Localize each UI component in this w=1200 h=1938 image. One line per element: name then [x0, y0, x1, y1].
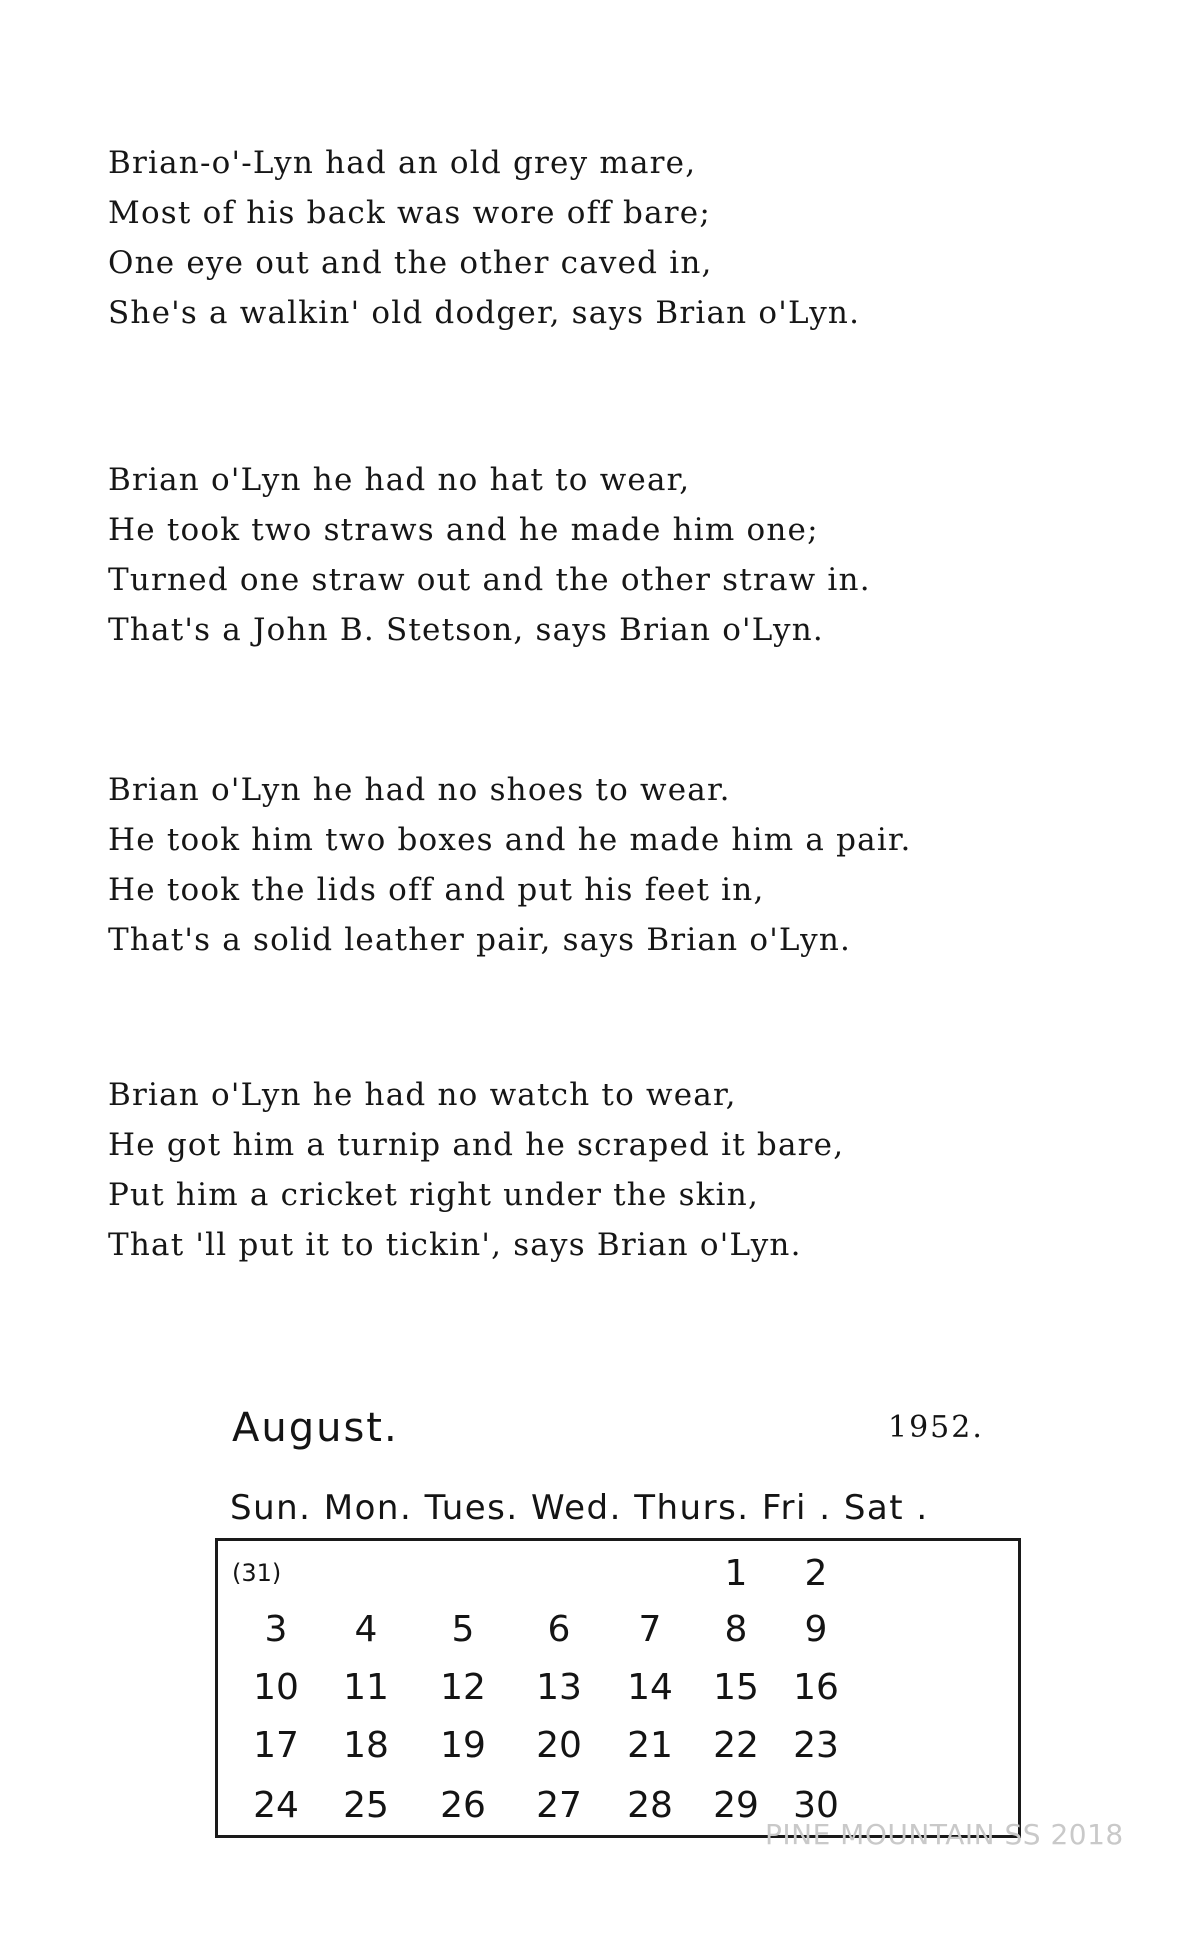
verse-line: He took him two boxes and he made him a pair.	[108, 822, 912, 858]
calendar-day: 9	[804, 1609, 828, 1650]
calendar-day: 21	[627, 1725, 673, 1766]
calendar-day: 10	[253, 1667, 299, 1708]
verse-stanza-3	[108, 765, 1128, 965]
calendar-day: 26	[440, 1785, 486, 1826]
calendar-day: 22	[713, 1725, 759, 1766]
verse-line: He took two straws and he made him one;	[108, 512, 819, 548]
verse-stanza-1	[108, 138, 1128, 338]
calendar-day: 20	[536, 1725, 582, 1766]
calendar-weekday-header: Sun. Mon. Tues. Wed. Thurs. Fri . Sat .	[230, 1488, 929, 1528]
calendar-day: 6	[547, 1609, 571, 1650]
calendar-day: 18	[343, 1725, 389, 1766]
verse-line: Brian o'Lyn he had no watch to wear,	[108, 1077, 737, 1113]
calendar-day: 15	[713, 1667, 759, 1708]
verse-line: That's a John B. Stetson, says Brian o'Lyn.	[108, 612, 824, 648]
watermark: PINE MOUNTAIN SS 2018	[765, 1818, 1124, 1851]
calendar-day: 24	[253, 1785, 299, 1826]
calendar-day: 27	[536, 1785, 582, 1826]
calendar-day: 17	[253, 1725, 299, 1766]
calendar-day: 16	[793, 1667, 839, 1708]
calendar-day: 7	[638, 1609, 662, 1650]
calendar-day: (31)	[232, 1559, 282, 1587]
calendar-day: 19	[440, 1725, 486, 1766]
calendar-day: 14	[627, 1667, 673, 1708]
calendar-month: August.	[232, 1405, 399, 1451]
calendar-day: 3	[264, 1609, 288, 1650]
calendar-day: 29	[713, 1785, 759, 1826]
calendar-day: 13	[536, 1667, 582, 1708]
calendar-day: 1	[724, 1553, 748, 1594]
verse-line: He got him a turnip and he scraped it bare,	[108, 1127, 845, 1163]
calendar-day: 8	[724, 1609, 748, 1650]
calendar-day: 5	[451, 1609, 475, 1650]
calendar-day: 30	[793, 1785, 839, 1826]
calendar-day: 23	[793, 1725, 839, 1766]
verse-stanza-2	[108, 455, 1128, 655]
verse-line: That 'll put it to tickin', says Brian o'Lyn.	[108, 1227, 802, 1263]
verse-line: Brian o'Lyn he had no hat to wear,	[108, 462, 691, 498]
verse-line: Most of his back was wore off bare;	[108, 195, 711, 231]
verse-line: She's a walkin' old dodger, says Brian o'Lyn.	[108, 295, 861, 331]
verse-line: Brian o'Lyn he had no shoes to wear.	[108, 772, 731, 808]
calendar-day: 28	[627, 1785, 673, 1826]
verse-line: He took the lids off and put his feet in,	[108, 872, 765, 908]
calendar-grid	[215, 1538, 1021, 1838]
calendar-year: 1952.	[888, 1410, 984, 1445]
calendar-day: 11	[343, 1667, 389, 1708]
calendar-day: 12	[440, 1667, 486, 1708]
verse-line: Brian-o'-Lyn had an old grey mare,	[108, 145, 697, 181]
calendar-day: 2	[804, 1553, 828, 1594]
verse-line: One eye out and the other caved in,	[108, 245, 713, 281]
verse-line: That's a solid leather pair, says Brian o'Lyn.	[108, 922, 852, 958]
verse-line: Put him a cricket right under the skin,	[108, 1177, 759, 1213]
verse-stanza-4	[108, 1070, 1128, 1270]
calendar-day: 4	[354, 1609, 378, 1650]
calendar-day: 25	[343, 1785, 389, 1826]
verse-line: Turned one straw out and the other straw in.	[108, 562, 871, 598]
